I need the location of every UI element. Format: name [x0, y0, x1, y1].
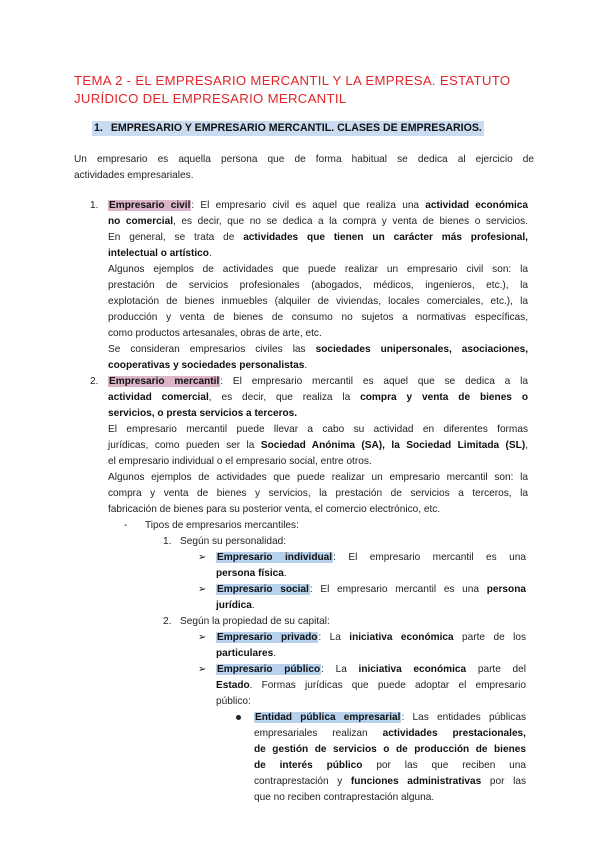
arrow-icon: ➢: [198, 552, 207, 563]
item-2-line-2: [108, 390, 528, 406]
sub-1a-line-1: [216, 550, 526, 566]
sub-2b-term: Empresario público: [217, 664, 321, 675]
bullet-line-5: [254, 774, 526, 790]
item-2-line-7: Algunos ejemplos de actividades que puede realizar un empresario mercantil son: la: [108, 472, 528, 483]
sub-2b-bold-2: Estado: [216, 680, 250, 691]
sub-2a-bold-2: particulares: [216, 648, 274, 659]
section-heading: [92, 122, 484, 134]
item-1-line-1: [108, 198, 528, 214]
bullet-bold-3: de gestión de servicios o de producción de bienes: [254, 744, 526, 755]
sub-1a-text: : El empresario mercantil es una: [333, 552, 526, 563]
sub-1-marker: 1.: [163, 536, 172, 547]
document-title: [74, 72, 534, 108]
section-heading-highlight: [92, 121, 484, 136]
sub-2b-line-1: [216, 662, 526, 678]
bullet-term: Entidad pública empresarial: [255, 712, 401, 723]
sub-1b-line-2: [216, 598, 526, 614]
sub-1b-bold-2: jurídica: [216, 600, 252, 611]
sub-2a-text-1: : La: [318, 632, 350, 643]
section-label: EMPRESARIO Y EMPRESARIO MERCANTIL. CLASES DE EMPRESARIOS.: [110, 122, 482, 134]
bullet-line-6: que no reciben contraprestación alguna.: [254, 792, 435, 803]
item-1-text-e: Se consideran empresarios civiles las: [108, 344, 316, 355]
item-2-bold-d: Sociedad Anónima (SA), la Sociedad Limitada (SL): [260, 440, 526, 451]
item-1-line-10: [108, 342, 528, 358]
sub-2b-text-3: . Formas jurídicas que puede adoptar el empresario: [249, 680, 526, 691]
sub-2a-end: .: [273, 648, 277, 659]
bullet-text-5a: contraprestación y: [254, 776, 351, 787]
bullet-line-4: [254, 758, 526, 774]
item-1-text-b: , es decir, que no se dedica a la compra y venta de bienes o servicios.: [173, 216, 528, 227]
sub-1a-end: .: [283, 568, 287, 579]
item-1-bold-f: cooperativas y sociedades personalistas: [108, 360, 305, 371]
sub-1-label: Según su personalidad:: [180, 536, 287, 547]
bullet-text-1: : Las entidades públicas: [401, 712, 526, 723]
sub-2a-term: Empresario privado: [217, 632, 318, 643]
item-1-bold-c: actividades que tienen un carácter más profesional,: [243, 232, 528, 243]
item-1-line-7: explotación de bienes inmuebles (alquiler de viviendas, locales comerciales, etc.), la: [108, 296, 528, 307]
item-1-line-11: [108, 358, 528, 374]
item-2-marker: 2.: [90, 376, 99, 387]
sub-1a-line-2: [216, 566, 526, 582]
sub-2b-bold: iniciativa económica: [358, 664, 467, 675]
types-label: Tipos de empresarios mercantiles:: [145, 520, 299, 531]
item-1-line-8: producción y venta de bienes de consumo no sujetos a normativas específicas,: [108, 312, 528, 323]
sub-1b-text: : El empresario mercantil es una: [309, 584, 487, 595]
sub-1a-bold: persona física: [216, 568, 284, 579]
item-2-text-a: : El empresario mercantil es aquel que se dedica a la: [220, 376, 528, 387]
sub-2b-text-1: : La: [321, 664, 359, 675]
item-2-line-5: [108, 438, 528, 454]
item-1-bold-a: actividad económica: [425, 200, 528, 211]
item-1-line-6: prestación de servicios profesionales (abogados, médicos, ingenieros, etc.), la: [108, 280, 528, 291]
bullet-text-5c: por las: [481, 776, 526, 787]
bullet-dot-icon: [236, 715, 241, 720]
item-2-line-3: [108, 406, 528, 422]
item-1-line-9: como productos artesanales, obras de arte, etc.: [108, 328, 322, 339]
sub-2a-line-1: [216, 630, 526, 646]
sub-2b-line-2: [216, 678, 526, 694]
item-1-text-c: En general, se trata de: [108, 232, 244, 243]
item-2-term: Empresario mercantil: [109, 376, 220, 387]
bullet-text-4: por las que reciben una: [362, 760, 526, 771]
item-1-term: Empresario civil: [109, 200, 191, 211]
sub-1b-term: Empresario social: [217, 584, 309, 595]
title-line-1: TEMA 2 - EL EMPRESARIO MERCANTIL Y LA EMPRESA. ESTATUTO: [74, 73, 511, 88]
item-2-bold-c: servicios, o presta servicios a terceros.: [108, 408, 298, 419]
item-1-bold-d: intelectual o artístico: [108, 248, 209, 259]
sub-2a-line-2: [216, 646, 526, 662]
item-2-bold-b: compra y venta de bienes o: [360, 392, 528, 403]
sub-2-label: Según la propiedad de su capital:: [180, 616, 330, 627]
intro-line-2: actividades empresariales.: [74, 170, 194, 181]
item-2-line-4: El empresario mercantil puede llevar a cabo su actividad en diferentes formas: [108, 424, 528, 435]
bullet-text-2: empresariales realizan: [254, 728, 383, 739]
item-1-line-5: Algunos ejemplos de actividades que puede realizar un empresario civil son: la: [108, 264, 528, 275]
bullet-line-2: [254, 726, 526, 742]
item-2-text-c: jurídicas, como pueden ser la: [108, 440, 261, 451]
item-2-line-1: [108, 374, 528, 390]
item-1-text-a: : El empresario civil es aquel que realiza una: [191, 200, 426, 211]
item-2-text-b: , es decir, que realiza la: [208, 392, 361, 403]
sub-2a-bold: iniciativa económica: [349, 632, 454, 643]
arrow-icon: ➢: [198, 664, 207, 675]
bullet-bold-5: funciones administrativas: [350, 776, 482, 787]
item-2-comma: ,: [525, 440, 528, 451]
item-1-bold-b: no comercial: [108, 216, 174, 227]
sub-1a-term: Empresario individual: [217, 552, 333, 563]
bullet-line-1: [254, 710, 526, 726]
item-1-line-4: [108, 246, 528, 262]
sub-2b-line-3: público:: [216, 696, 251, 707]
item-1-marker: 1.: [90, 200, 99, 211]
intro-line-1: Un empresario es aquella persona que de forma habitual se dedica al ejercicio de: [74, 154, 534, 165]
sub-1b-line-1: [216, 582, 526, 598]
item-2-line-9: fabricación de bienes para su posterior venta, el comercio electrónico, etc.: [108, 504, 441, 515]
item-2-bold-a: actividad comercial: [108, 392, 209, 403]
arrow-icon: ➢: [198, 632, 207, 643]
sub-2a-text-2: parte de los: [453, 632, 526, 643]
section-number: 1.: [94, 122, 103, 134]
item-2-line-8: compra y venta de bienes y servicios, la prestación de servicios a terceros, la: [108, 488, 528, 499]
arrow-icon: ➢: [198, 584, 207, 595]
item-2-line-6: el empresario individual o el empresario social, entre otros.: [108, 456, 372, 467]
title-line-2: JURÍDICO DEL EMPRESARIO MERCANTIL: [74, 91, 347, 106]
bullet-bold-2: actividades prestacionales,: [382, 728, 526, 739]
bullet-bold-4: de interés público: [254, 760, 363, 771]
item-1-period-d: .: [208, 248, 212, 259]
types-dash: -: [124, 520, 128, 531]
item-1-line-3: [108, 230, 528, 246]
sub-2-marker: 2.: [163, 616, 172, 627]
item-1-period-f: .: [304, 360, 308, 371]
sub-1b-end: .: [251, 600, 255, 611]
sub-2b-text-2: parte del: [466, 664, 527, 675]
item-1-bold-e: sociedades unipersonales, asociaciones,: [315, 344, 528, 355]
bullet-line-3: [254, 742, 526, 758]
sub-1b-bold-1: persona: [486, 584, 526, 595]
item-1-line-2: [108, 214, 528, 230]
